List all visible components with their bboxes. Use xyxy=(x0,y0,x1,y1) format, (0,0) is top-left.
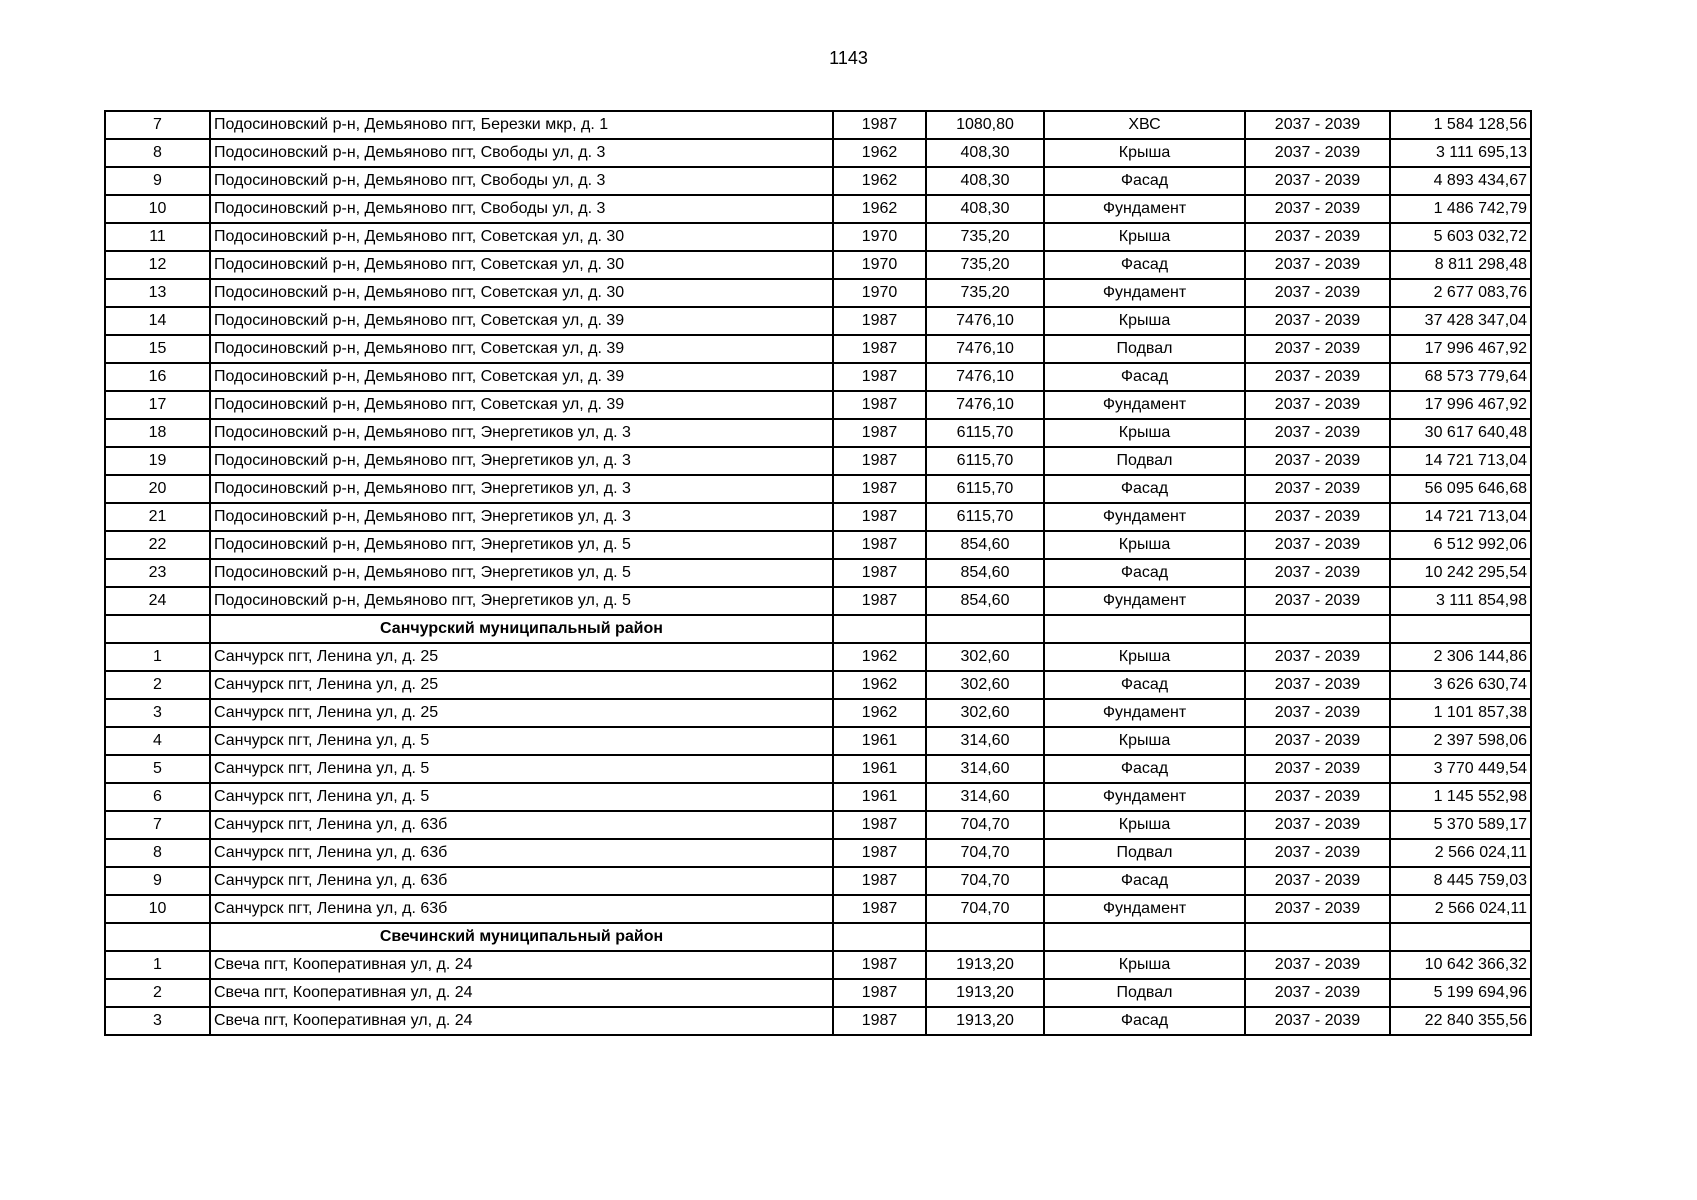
address-cell: Подосиновский р-н, Демьяново пгт, Энергетиков ул, д. 3 xyxy=(210,503,833,531)
work-type-cell: Крыша xyxy=(1044,811,1245,839)
cost-cell: 1 101 857,38 xyxy=(1390,699,1531,727)
period-cell: 2037 - 2039 xyxy=(1245,363,1390,391)
table-row xyxy=(105,951,1531,979)
work-type-cell xyxy=(1044,615,1245,643)
district-name-cell: Свечинский муниципальный район xyxy=(210,923,833,951)
cost-cell: 37 428 347,04 xyxy=(1390,307,1531,335)
work-type-cell: ХВС xyxy=(1044,111,1245,139)
area-cell: 1913,20 xyxy=(926,979,1044,1007)
work-type-cell: Фундамент xyxy=(1044,783,1245,811)
address-cell: Подосиновский р-н, Демьяново пгт, Советская ул, д. 39 xyxy=(210,391,833,419)
build-year-cell: 1961 xyxy=(833,755,926,783)
build-year-cell: 1987 xyxy=(833,419,926,447)
build-year-cell: 1987 xyxy=(833,559,926,587)
period-cell: 2037 - 2039 xyxy=(1245,139,1390,167)
cost-cell: 56 095 646,68 xyxy=(1390,475,1531,503)
row-number-cell: 12 xyxy=(105,251,210,279)
area-cell: 302,60 xyxy=(926,643,1044,671)
row-number-cell: 4 xyxy=(105,727,210,755)
address-cell: Подосиновский р-н, Демьяново пгт, Советская ул, д. 30 xyxy=(210,279,833,307)
period-cell: 2037 - 2039 xyxy=(1245,979,1390,1007)
period-cell: 2037 - 2039 xyxy=(1245,335,1390,363)
row-number-cell: 9 xyxy=(105,867,210,895)
address-cell: Подосиновский р-н, Демьяново пгт, Энергетиков ул, д. 3 xyxy=(210,475,833,503)
repair-schedule-table xyxy=(104,110,1532,1036)
table-row xyxy=(105,783,1531,811)
area-cell: 854,60 xyxy=(926,559,1044,587)
area-cell: 408,30 xyxy=(926,167,1044,195)
build-year-cell: 1962 xyxy=(833,195,926,223)
period-cell: 2037 - 2039 xyxy=(1245,951,1390,979)
build-year-cell: 1962 xyxy=(833,167,926,195)
work-type-cell: Фундамент xyxy=(1044,895,1245,923)
cost-cell xyxy=(1390,923,1531,951)
area-cell: 1913,20 xyxy=(926,1007,1044,1035)
area-cell: 7476,10 xyxy=(926,391,1044,419)
row-number-cell: 23 xyxy=(105,559,210,587)
period-cell: 2037 - 2039 xyxy=(1245,251,1390,279)
period-cell: 2037 - 2039 xyxy=(1245,475,1390,503)
page-number: 1143 xyxy=(829,48,868,68)
table-row xyxy=(105,111,1531,139)
row-number-cell: 18 xyxy=(105,419,210,447)
area-cell: 1913,20 xyxy=(926,951,1044,979)
work-type-cell: Фундамент xyxy=(1044,503,1245,531)
table-row xyxy=(105,279,1531,307)
table-row xyxy=(105,307,1531,335)
address-cell: Подосиновский р-н, Демьяново пгт, Свободы ул, д. 3 xyxy=(210,167,833,195)
build-year-cell: 1970 xyxy=(833,279,926,307)
row-number-cell: 5 xyxy=(105,755,210,783)
build-year-cell: 1987 xyxy=(833,979,926,1007)
cost-cell: 30 617 640,48 xyxy=(1390,419,1531,447)
table-row xyxy=(105,139,1531,167)
area-cell: 735,20 xyxy=(926,251,1044,279)
table-row xyxy=(105,587,1531,615)
build-year-cell: 1987 xyxy=(833,447,926,475)
cost-cell: 6 512 992,06 xyxy=(1390,531,1531,559)
work-type-cell: Фасад xyxy=(1044,559,1245,587)
period-cell: 2037 - 2039 xyxy=(1245,839,1390,867)
address-cell: Санчурск пгт, Ленина ул, д. 25 xyxy=(210,643,833,671)
area-cell: 302,60 xyxy=(926,671,1044,699)
cost-cell: 10 242 295,54 xyxy=(1390,559,1531,587)
work-type-cell: Подвал xyxy=(1044,447,1245,475)
address-cell: Санчурск пгт, Ленина ул, д. 25 xyxy=(210,699,833,727)
area-cell xyxy=(926,615,1044,643)
cost-cell: 5 370 589,17 xyxy=(1390,811,1531,839)
address-cell: Санчурск пгт, Ленина ул, д. 63б xyxy=(210,839,833,867)
work-type-cell: Фундамент xyxy=(1044,195,1245,223)
area-cell: 735,20 xyxy=(926,223,1044,251)
build-year-cell: 1970 xyxy=(833,223,926,251)
district-name-cell: Санчурский муниципальный район xyxy=(210,615,833,643)
period-cell: 2037 - 2039 xyxy=(1245,195,1390,223)
row-number-cell: 2 xyxy=(105,671,210,699)
cost-cell: 68 573 779,64 xyxy=(1390,363,1531,391)
row-number-cell: 1 xyxy=(105,643,210,671)
cost-cell: 2 566 024,11 xyxy=(1390,839,1531,867)
table-row xyxy=(105,559,1531,587)
work-type-cell: Крыша xyxy=(1044,643,1245,671)
build-year-cell: 1987 xyxy=(833,475,926,503)
address-cell: Санчурск пгт, Ленина ул, д. 5 xyxy=(210,727,833,755)
cost-cell: 3 770 449,54 xyxy=(1390,755,1531,783)
table-row xyxy=(105,671,1531,699)
row-number-cell: 7 xyxy=(105,111,210,139)
period-cell: 2037 - 2039 xyxy=(1245,867,1390,895)
area-cell: 854,60 xyxy=(926,531,1044,559)
section-header-row xyxy=(105,923,1531,951)
address-cell: Санчурск пгт, Ленина ул, д. 25 xyxy=(210,671,833,699)
area-cell: 704,70 xyxy=(926,867,1044,895)
area-cell: 6115,70 xyxy=(926,503,1044,531)
cost-cell: 5 603 032,72 xyxy=(1390,223,1531,251)
work-type-cell: Крыша xyxy=(1044,727,1245,755)
period-cell: 2037 - 2039 xyxy=(1245,755,1390,783)
row-number-cell: 16 xyxy=(105,363,210,391)
row-number-cell: 19 xyxy=(105,447,210,475)
cost-cell: 17 996 467,92 xyxy=(1390,391,1531,419)
period-cell: 2037 - 2039 xyxy=(1245,1007,1390,1035)
period-cell: 2037 - 2039 xyxy=(1245,587,1390,615)
period-cell: 2037 - 2039 xyxy=(1245,699,1390,727)
table-row xyxy=(105,531,1531,559)
period-cell: 2037 - 2039 xyxy=(1245,811,1390,839)
cost-cell xyxy=(1390,615,1531,643)
area-cell: 6115,70 xyxy=(926,419,1044,447)
address-cell: Подосиновский р-н, Демьяново пгт, Энергетиков ул, д. 5 xyxy=(210,587,833,615)
build-year-cell: 1987 xyxy=(833,335,926,363)
table-row xyxy=(105,811,1531,839)
area-cell: 704,70 xyxy=(926,895,1044,923)
row-number-cell: 9 xyxy=(105,167,210,195)
cost-cell: 14 721 713,04 xyxy=(1390,503,1531,531)
build-year-cell: 1987 xyxy=(833,363,926,391)
build-year-cell: 1961 xyxy=(833,783,926,811)
cost-cell: 22 840 355,56 xyxy=(1390,1007,1531,1035)
row-number-cell: 17 xyxy=(105,391,210,419)
area-cell: 314,60 xyxy=(926,727,1044,755)
build-year-cell: 1987 xyxy=(833,811,926,839)
period-cell: 2037 - 2039 xyxy=(1245,223,1390,251)
table-row xyxy=(105,699,1531,727)
work-type-cell: Подвал xyxy=(1044,335,1245,363)
work-type-cell: Подвал xyxy=(1044,979,1245,1007)
table-body xyxy=(105,111,1531,1035)
area-cell: 408,30 xyxy=(926,139,1044,167)
row-number-cell: 10 xyxy=(105,195,210,223)
period-cell: 2037 - 2039 xyxy=(1245,167,1390,195)
build-year-cell xyxy=(833,615,926,643)
address-cell: Подосиновский р-н, Демьяново пгт, Советская ул, д. 39 xyxy=(210,363,833,391)
work-type-cell: Крыша xyxy=(1044,531,1245,559)
address-cell: Санчурск пгт, Ленина ул, д. 63б xyxy=(210,895,833,923)
period-cell: 2037 - 2039 xyxy=(1245,447,1390,475)
address-cell: Подосиновский р-н, Демьяново пгт, Свободы ул, д. 3 xyxy=(210,195,833,223)
work-type-cell xyxy=(1044,923,1245,951)
build-year-cell: 1987 xyxy=(833,895,926,923)
area-cell: 854,60 xyxy=(926,587,1044,615)
row-number-cell: 8 xyxy=(105,839,210,867)
cost-cell: 1 145 552,98 xyxy=(1390,783,1531,811)
table-row xyxy=(105,391,1531,419)
address-cell: Подосиновский р-н, Демьяново пгт, Энергетиков ул, д. 3 xyxy=(210,419,833,447)
row-number-cell: 1 xyxy=(105,951,210,979)
address-cell: Санчурск пгт, Ленина ул, д. 5 xyxy=(210,755,833,783)
work-type-cell: Крыша xyxy=(1044,951,1245,979)
cost-cell: 8 445 759,03 xyxy=(1390,867,1531,895)
cost-cell: 2 306 144,86 xyxy=(1390,643,1531,671)
build-year-cell: 1987 xyxy=(833,587,926,615)
cost-cell: 14 721 713,04 xyxy=(1390,447,1531,475)
table-row xyxy=(105,447,1531,475)
cost-cell: 3 111 854,98 xyxy=(1390,587,1531,615)
work-type-cell: Подвал xyxy=(1044,839,1245,867)
work-type-cell: Фундамент xyxy=(1044,279,1245,307)
row-number-cell: 8 xyxy=(105,139,210,167)
period-cell: 2037 - 2039 xyxy=(1245,503,1390,531)
build-year-cell: 1962 xyxy=(833,699,926,727)
area-cell xyxy=(926,923,1044,951)
cost-cell: 2 397 598,06 xyxy=(1390,727,1531,755)
row-number-cell: 22 xyxy=(105,531,210,559)
table-row xyxy=(105,419,1531,447)
period-cell: 2037 - 2039 xyxy=(1245,419,1390,447)
address-cell: Свеча пгт, Кооперативная ул, д. 24 xyxy=(210,951,833,979)
cost-cell: 10 642 366,32 xyxy=(1390,951,1531,979)
address-cell: Санчурск пгт, Ленина ул, д. 63б xyxy=(210,811,833,839)
address-cell: Подосиновский р-н, Демьяново пгт, Советская ул, д. 30 xyxy=(210,223,833,251)
period-cell: 2037 - 2039 xyxy=(1245,643,1390,671)
period-cell xyxy=(1245,923,1390,951)
row-number-cell: 15 xyxy=(105,335,210,363)
row-number-cell: 3 xyxy=(105,699,210,727)
build-year-cell: 1970 xyxy=(833,251,926,279)
build-year-cell: 1987 xyxy=(833,951,926,979)
build-year-cell: 1987 xyxy=(833,867,926,895)
area-cell: 704,70 xyxy=(926,839,1044,867)
period-cell: 2037 - 2039 xyxy=(1245,783,1390,811)
table-row xyxy=(105,223,1531,251)
area-cell: 7476,10 xyxy=(926,307,1044,335)
work-type-cell: Фундамент xyxy=(1044,587,1245,615)
work-type-cell: Фасад xyxy=(1044,1007,1245,1035)
table-row xyxy=(105,867,1531,895)
cost-cell: 17 996 467,92 xyxy=(1390,335,1531,363)
address-cell: Подосиновский р-н, Демьяново пгт, Советская ул, д. 39 xyxy=(210,335,833,363)
table-row xyxy=(105,839,1531,867)
period-cell: 2037 - 2039 xyxy=(1245,111,1390,139)
table-row xyxy=(105,503,1531,531)
build-year-cell: 1987 xyxy=(833,307,926,335)
table-row xyxy=(105,335,1531,363)
work-type-cell: Фасад xyxy=(1044,475,1245,503)
table-row xyxy=(105,755,1531,783)
row-number-cell: 2 xyxy=(105,979,210,1007)
build-year-cell: 1987 xyxy=(833,391,926,419)
area-cell: 6115,70 xyxy=(926,475,1044,503)
cost-cell: 4 893 434,67 xyxy=(1390,167,1531,195)
build-year-cell: 1961 xyxy=(833,727,926,755)
row-number-cell: 7 xyxy=(105,811,210,839)
address-cell: Санчурск пгт, Ленина ул, д. 63б xyxy=(210,867,833,895)
address-cell: Подосиновский р-н, Демьяново пгт, Советская ул, д. 30 xyxy=(210,251,833,279)
table-row xyxy=(105,251,1531,279)
work-type-cell: Крыша xyxy=(1044,139,1245,167)
build-year-cell: 1987 xyxy=(833,1007,926,1035)
area-cell: 314,60 xyxy=(926,783,1044,811)
cost-cell: 2 566 024,11 xyxy=(1390,895,1531,923)
section-header-row xyxy=(105,615,1531,643)
work-type-cell: Фасад xyxy=(1044,867,1245,895)
work-type-cell: Фасад xyxy=(1044,671,1245,699)
table-row xyxy=(105,1007,1531,1035)
row-number-cell: 3 xyxy=(105,1007,210,1035)
table-row xyxy=(105,363,1531,391)
build-year-cell: 1987 xyxy=(833,503,926,531)
address-cell: Подосиновский р-н, Демьяново пгт, Энергетиков ул, д. 5 xyxy=(210,531,833,559)
period-cell: 2037 - 2039 xyxy=(1245,559,1390,587)
cost-cell: 1 584 128,56 xyxy=(1390,111,1531,139)
address-cell: Свеча пгт, Кооперативная ул, д. 24 xyxy=(210,979,833,1007)
address-cell: Санчурск пгт, Ленина ул, д. 5 xyxy=(210,783,833,811)
row-number-cell: 24 xyxy=(105,587,210,615)
area-cell: 735,20 xyxy=(926,279,1044,307)
table-row xyxy=(105,979,1531,1007)
period-cell: 2037 - 2039 xyxy=(1245,307,1390,335)
area-cell: 7476,10 xyxy=(926,363,1044,391)
row-number-cell: 21 xyxy=(105,503,210,531)
row-number-cell: 10 xyxy=(105,895,210,923)
work-type-cell: Фундамент xyxy=(1044,699,1245,727)
table-row xyxy=(105,167,1531,195)
address-cell: Подосиновский р-н, Демьяново пгт, Советская ул, д. 39 xyxy=(210,307,833,335)
period-cell: 2037 - 2039 xyxy=(1245,391,1390,419)
build-year-cell xyxy=(833,923,926,951)
build-year-cell: 1962 xyxy=(833,139,926,167)
row-number-cell xyxy=(105,615,210,643)
build-year-cell: 1987 xyxy=(833,531,926,559)
cost-cell: 3 111 695,13 xyxy=(1390,139,1531,167)
cost-cell: 5 199 694,96 xyxy=(1390,979,1531,1007)
area-cell: 7476,10 xyxy=(926,335,1044,363)
area-cell: 314,60 xyxy=(926,755,1044,783)
period-cell: 2037 - 2039 xyxy=(1245,895,1390,923)
table-row xyxy=(105,195,1531,223)
work-type-cell: Фасад xyxy=(1044,167,1245,195)
table-row xyxy=(105,475,1531,503)
work-type-cell: Крыша xyxy=(1044,419,1245,447)
area-cell: 408,30 xyxy=(926,195,1044,223)
period-cell: 2037 - 2039 xyxy=(1245,671,1390,699)
cost-cell: 2 677 083,76 xyxy=(1390,279,1531,307)
build-year-cell: 1987 xyxy=(833,839,926,867)
build-year-cell: 1987 xyxy=(833,111,926,139)
area-cell: 302,60 xyxy=(926,699,1044,727)
row-number-cell: 14 xyxy=(105,307,210,335)
work-type-cell: Фасад xyxy=(1044,251,1245,279)
address-cell: Подосиновский р-н, Демьяново пгт, Энергетиков ул, д. 5 xyxy=(210,559,833,587)
address-cell: Подосиновский р-н, Демьяново пгт, Энергетиков ул, д. 3 xyxy=(210,447,833,475)
period-cell: 2037 - 2039 xyxy=(1245,727,1390,755)
work-type-cell: Крыша xyxy=(1044,307,1245,335)
address-cell: Подосиновский р-н, Демьяново пгт, Березки мкр, д. 1 xyxy=(210,111,833,139)
period-cell: 2037 - 2039 xyxy=(1245,279,1390,307)
cost-cell: 3 626 630,74 xyxy=(1390,671,1531,699)
table-row xyxy=(105,727,1531,755)
row-number-cell xyxy=(105,923,210,951)
cost-cell: 1 486 742,79 xyxy=(1390,195,1531,223)
work-type-cell: Фасад xyxy=(1044,363,1245,391)
work-type-cell: Крыша xyxy=(1044,223,1245,251)
period-cell: 2037 - 2039 xyxy=(1245,531,1390,559)
period-cell xyxy=(1245,615,1390,643)
table-row xyxy=(105,643,1531,671)
build-year-cell: 1962 xyxy=(833,643,926,671)
address-cell: Подосиновский р-н, Демьяново пгт, Свободы ул, д. 3 xyxy=(210,139,833,167)
table-row xyxy=(105,895,1531,923)
cost-cell: 8 811 298,48 xyxy=(1390,251,1531,279)
work-type-cell: Фундамент xyxy=(1044,391,1245,419)
row-number-cell: 11 xyxy=(105,223,210,251)
row-number-cell: 13 xyxy=(105,279,210,307)
address-cell: Свеча пгт, Кооперативная ул, д. 24 xyxy=(210,1007,833,1035)
row-number-cell: 6 xyxy=(105,783,210,811)
area-cell: 1080,80 xyxy=(926,111,1044,139)
area-cell: 6115,70 xyxy=(926,447,1044,475)
build-year-cell: 1962 xyxy=(833,671,926,699)
work-type-cell: Фасад xyxy=(1044,755,1245,783)
row-number-cell: 20 xyxy=(105,475,210,503)
area-cell: 704,70 xyxy=(926,811,1044,839)
